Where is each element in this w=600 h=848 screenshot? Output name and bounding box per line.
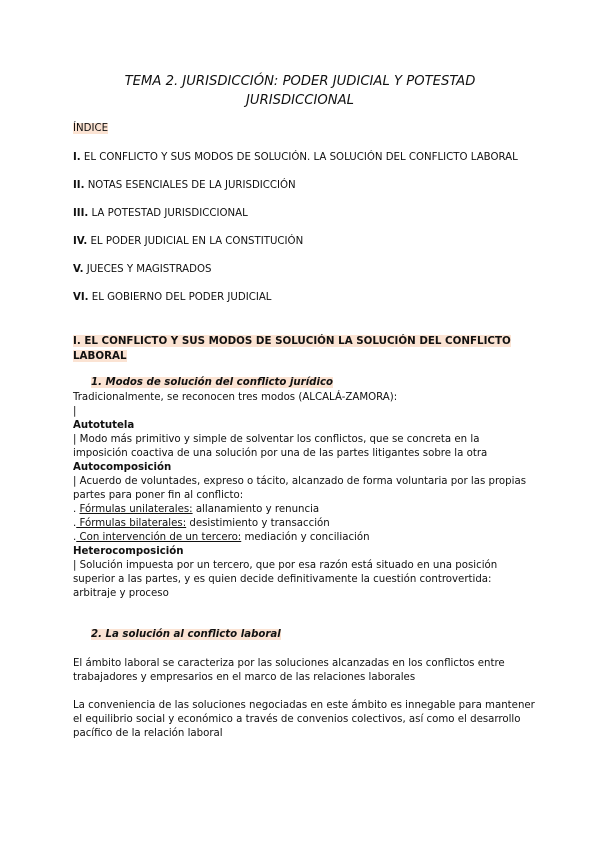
- sub2-p1-line-1: El ámbito laboral se caracteriza por las soluciones alcanzadas en los conflictos entre: [73, 658, 505, 669]
- autotutela-label: Autotutela: [73, 420, 135, 431]
- autocomposicion-label: Autocomposición: [73, 462, 172, 473]
- sub2-p2-line-3: pacífico de la relación laboral: [73, 728, 223, 739]
- autocomposicion-item-3: . Con intervención de un tercero: mediación y conciliación: [73, 532, 370, 543]
- heterocomposicion-line-2: superior a las partes, y es quien decide definitivamente la cuestión controvertida:: [73, 574, 492, 585]
- index-item-4: IV. EL PODER JUDICIAL EN LA CONSTITUCIÓN: [73, 236, 304, 247]
- index-item-3: III. LA POTESTAD JURISDICCIONAL: [73, 208, 248, 219]
- sub2-p2-line-2: el equilibrio social y económico a través de convenios colectivos, así como el desarrollo: [73, 714, 521, 725]
- title-line-1: TEMA 2. JURISDICCIÓN: PODER JUDICIAL Y POTESTAD: [124, 74, 476, 89]
- heterocomposicion-line-1: | Solución impuesta por un tercero, que por esa razón está situado en una posición: [73, 560, 498, 571]
- section-1-heading: I. EL CONFLICTO Y SUS MODOS DE SOLUCIÓN LA SOLUCIÓN DEL CONFLICTO LABORAL: [73, 335, 511, 362]
- index-item-1: I. EL CONFLICTO Y SUS MODOS DE SOLUCIÓN. LA SOLUCIÓN DEL CONFLICTO LABORAL: [73, 152, 518, 163]
- document-title: [60, 72, 540, 110]
- intro-text: Tradicionalmente, se reconocen tres modos (ALCALÁ-ZAMORA):: [73, 392, 398, 403]
- sub2-p1-line-2: trabajadores y empresarios en el marco de las relaciones laborales: [73, 672, 416, 683]
- autotutela-line-2: imposición coactiva de una solución por una de las partes litigantes sobre la otra: [73, 448, 488, 459]
- subsection-2-heading: 2. La solución al conflicto laboral: [91, 629, 281, 640]
- index-item-6: VI. EL GOBIERNO DEL PODER JUDICIAL: [73, 292, 272, 303]
- index-heading: ÍNDICE: [73, 123, 109, 134]
- title-line-2: JURISDICCIONAL: [246, 93, 354, 108]
- autocomposicion-line-2: partes para poner fin al conflicto:: [73, 490, 244, 501]
- index-item-5: V. JUECES Y MAGISTRADOS: [73, 264, 212, 275]
- sub2-p2-line-1: La conveniencia de las soluciones negociadas en este ámbito es innegable para mantener: [73, 700, 535, 711]
- subsection-1-heading: 1. Modos de solución del conflicto jurídico: [91, 377, 334, 388]
- separator-bar: |: [73, 406, 77, 417]
- heterocomposicion-line-3: arbitraje y proceso: [73, 588, 169, 599]
- index-item-2: II. NOTAS ESENCIALES DE LA JURISDICCIÓN: [73, 180, 296, 191]
- heterocomposicion-label: Heterocomposición: [73, 546, 184, 557]
- autocomposicion-line-1: | Acuerdo de voluntades, expreso o tácito, alcanzado de forma voluntaria por las propias: [73, 476, 527, 487]
- autocomposicion-item-2: . Fórmulas bilaterales: desistimiento y transacción: [73, 518, 330, 529]
- autocomposicion-item-1: . Fórmulas unilaterales: allanamiento y renuncia: [73, 504, 320, 515]
- autotutela-line-1: | Modo más primitivo y simple de solventar los conflictos, que se concreta en la: [73, 434, 480, 445]
